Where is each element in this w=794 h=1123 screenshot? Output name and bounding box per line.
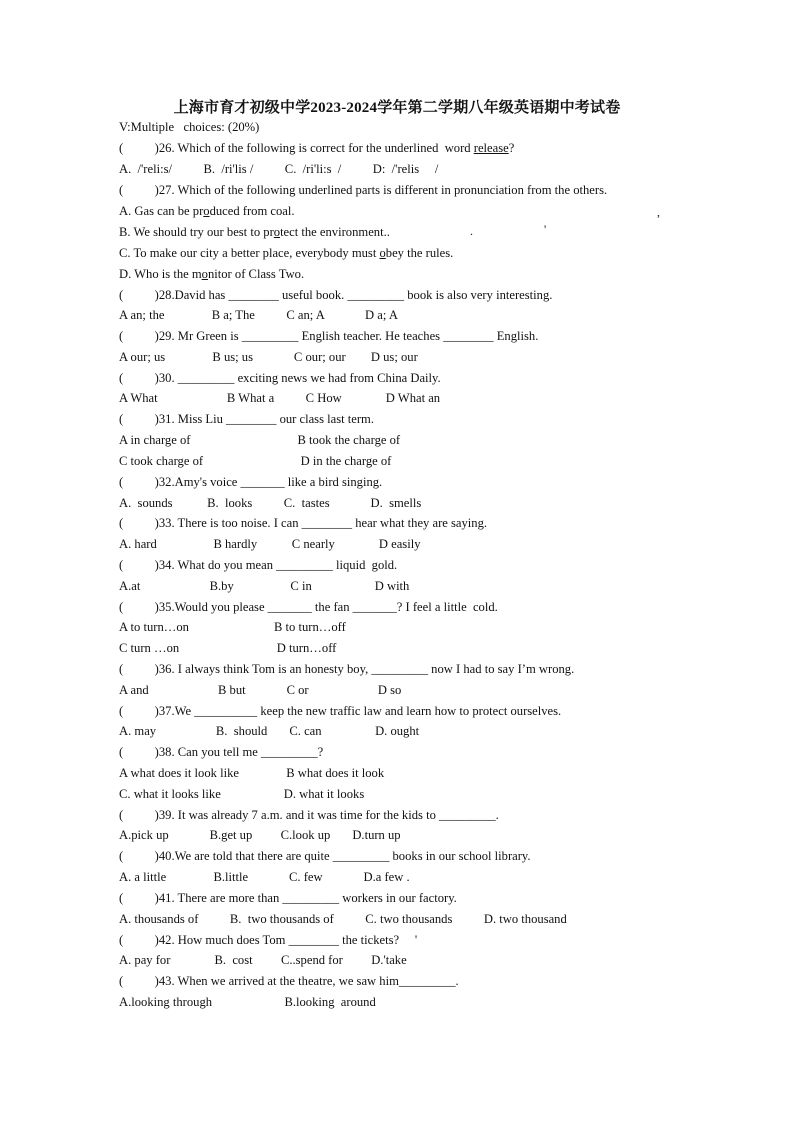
question-31-stem: ( )31. Miss Liu ________ our class last term. [119,412,374,426]
question-35-options-ab: A to turn…on B to turn…off [119,620,346,634]
question-36-options: A and B but C or D so [119,683,402,697]
question-26-stem: ( )26. Which of the following is correct for the underlined word release? [119,141,515,155]
question-39-options: A.pick up B.get up C.look up D.turn up [119,828,401,842]
question-33-options: A. hard B hardly C nearly D easily [119,537,421,551]
stray-mark: . [470,224,473,238]
question-42-stem: ( )42. How much does Tom ________ the tickets? ' [119,933,418,947]
page-title: 上海市育才初级中学2023-2024学年第二学期八年级英语期中考试卷 [173,100,621,116]
question-32-stem: ( )32.Amy's voice _______ like a bird singing. [119,475,383,489]
question-37-stem: ( )37.We __________ keep the new traffic law and learn how to protect ourselves. [119,704,562,718]
question-32-options: A. sounds B. looks C. tastes D. smells [119,496,422,510]
question-27-option-d: D. Who is the monitor of Class Two. [119,267,305,281]
question-38-options-cd: C. what it looks like D. what it looks [119,787,365,801]
question-41-options: A. thousands of B. two thousands of C. two thousands D. two thousand [119,912,567,926]
question-42-options: A. pay for B. cost C..spend for D.'take [119,953,407,967]
stray-mark: ' [544,222,547,236]
question-30-stem: ( )30. _________ exciting news we had from China Daily. [119,371,441,385]
question-40-stem: ( )40.We are told that there are quite _________ books in our school library. [119,849,531,863]
question-43-stem: ( )43. When we arrived at the theatre, we saw him_________. [119,974,459,988]
question-43-options: A.looking through B.looking around [119,995,376,1009]
question-33-stem: ( )33. There is too noise. I can ________ hear what they are saying. [119,516,488,530]
question-41-stem: ( )41. There are more than _________ workers in our factory. [119,891,457,905]
question-31-options-cd: C took charge of D in the charge of [119,454,392,468]
question-37-options: A. may B. should C. can D. ought [119,724,420,738]
question-34-stem: ( )34. What do you mean _________ liquid gold. [119,558,398,572]
question-31-options-ab: A in charge of B took the charge of [119,433,401,447]
question-26-options: A. /'reli:s/ B. /ri'lis / C. /ri'li:s / D: /'relis / [119,162,439,176]
question-28-stem: ( )28.David has ________ useful book. _________ book is also very interesting. [119,288,553,302]
question-27-stem: ( )27. Which of the following underlined parts is different in pronunciation from the others. [119,183,608,197]
question-27-option-a: A. Gas can be produced from coal. [119,204,295,218]
question-38-options-ab: A what does it look like B what does it look [119,766,385,780]
question-36-stem: ( )36. I always think Tom is an honesty boy, _________ now I had to say I’m wrong. [119,662,575,676]
question-39-stem: ( )39. It was already 7 a.m. and it was time for the kids to _________. [119,808,499,822]
question-29-options: A our; us B us; us C our; our D us; our [119,350,418,364]
underlined-word: release [473,141,509,155]
question-35-options-cd: C turn …on D turn…off [119,641,337,655]
question-27-option-c: C. To make our city a better place, everybody must obey the rules. [119,246,454,260]
question-28-options: A an; the B a; The C an; A D a; A [119,308,398,322]
question-40-options: A. a little B.little C. few D.a few . [119,870,410,884]
question-34-options: A.at B.by C in D with [119,579,410,593]
question-30-options: A What B What a C How D What an [119,391,441,405]
question-35-stem: ( )35.Would you please _______ the fan _______? I feel a little cold. [119,600,498,614]
question-38-stem: ( )38. Can you tell me _________? [119,745,324,759]
section-heading: V:Multiple choices: (20%) [119,120,260,134]
stray-mark: , [657,205,660,219]
question-27-option-b: B. We should try our best to protect the environment.. [119,225,390,239]
question-29-stem: ( )29. Mr Green is _________ English teacher. He teaches ________ English. [119,329,539,343]
